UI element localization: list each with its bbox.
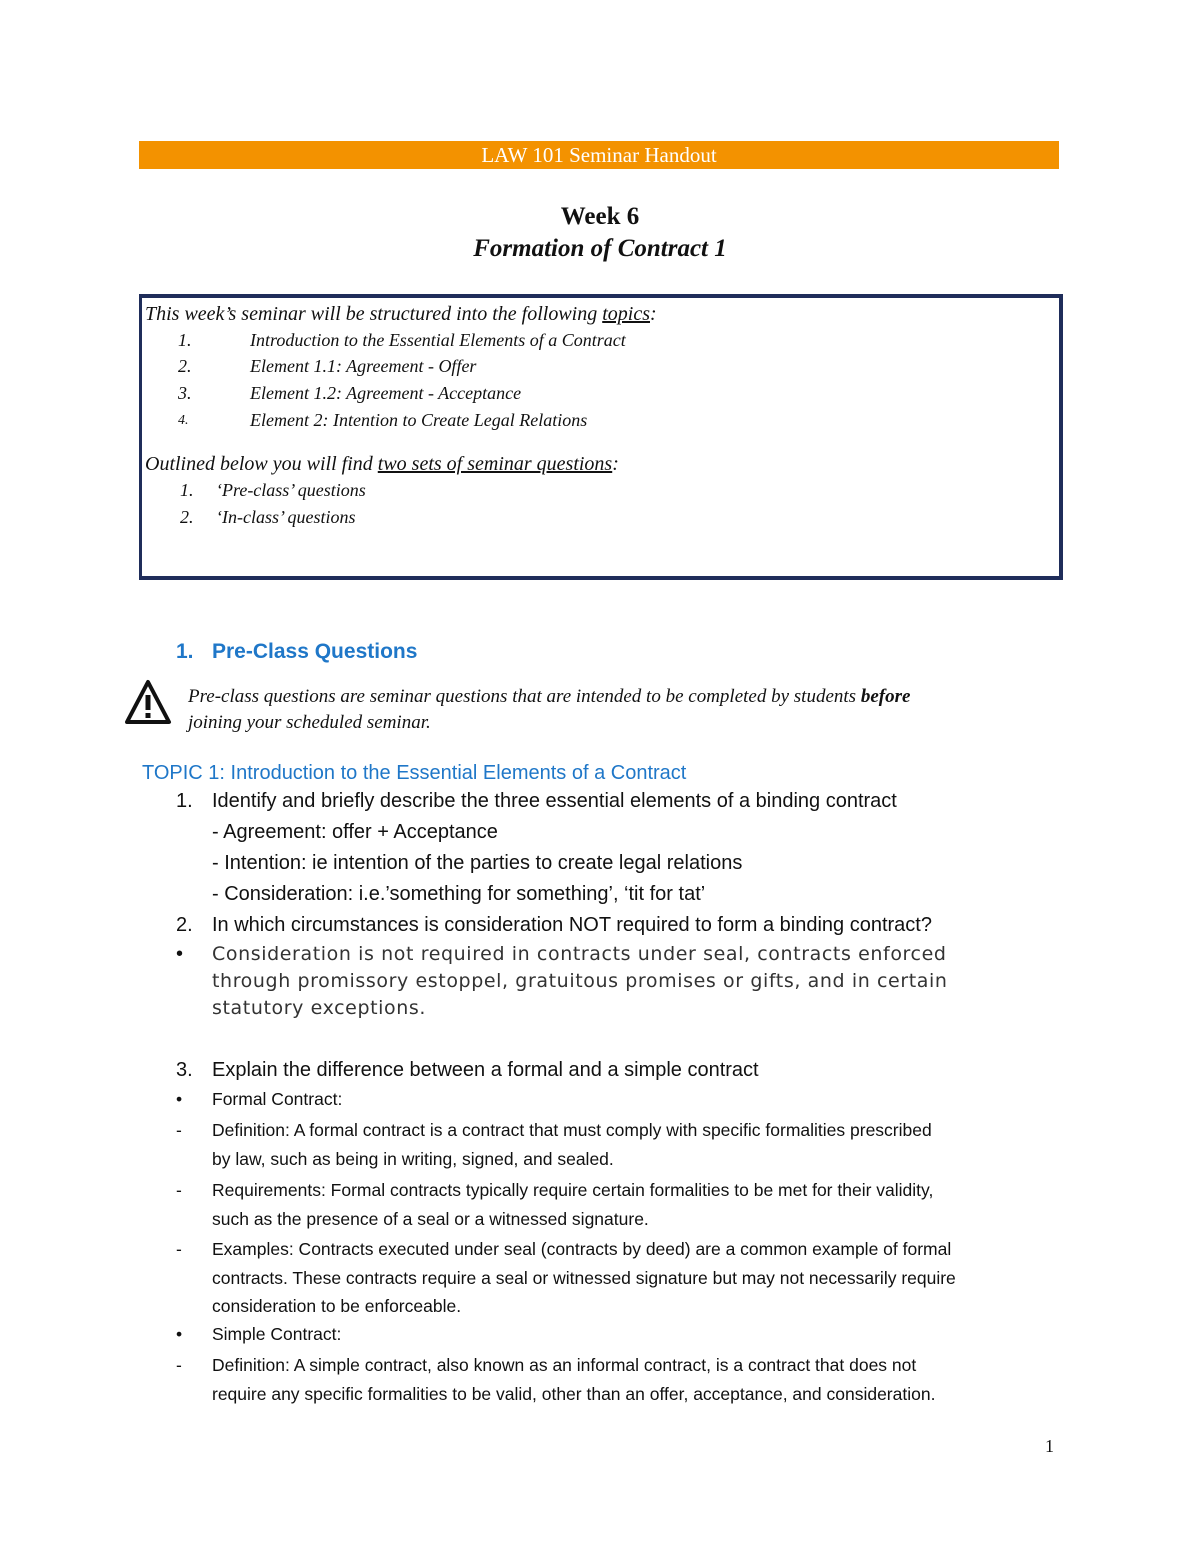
outline-topic-num: 3. xyxy=(178,383,192,403)
warning-line-1 xyxy=(188,684,910,710)
answer-line: through promissory estoppel, gratuitous promises or gifts, and in certain xyxy=(212,970,948,992)
outline-set-text: ‘In-class’ questions xyxy=(216,507,356,527)
requirements-point: Requirements: Formal contracts typically require certain formalities to be met for their validity, xyxy=(212,1180,934,1200)
question-text: In which circumstances is consideration NOT required to form a binding contract? xyxy=(212,914,932,936)
dash-marker: - xyxy=(176,1120,182,1140)
dash-marker: - xyxy=(176,1355,182,1375)
warning-triangle-icon xyxy=(124,678,172,726)
outline-topic-num: 4. xyxy=(178,413,189,428)
warning-emphasis: before xyxy=(860,686,911,707)
outline-intro-colon: : xyxy=(650,303,657,325)
document-subtitle: Formation of Contract 1 xyxy=(473,235,727,262)
definition-point-cont: require any specific formalities to be valid, other than an offer, acceptance, and consideration. xyxy=(212,1384,936,1404)
outline-sets-colon: : xyxy=(612,453,619,475)
question-number: 3. xyxy=(176,1059,193,1081)
outline-set-num: 2. xyxy=(180,507,194,527)
warning-line-2: joining your scheduled seminar. xyxy=(188,712,431,733)
warning-text: Pre-class questions are seminar questions that are intended to be completed by students xyxy=(188,686,861,707)
answer-line: - Agreement: offer + Acceptance xyxy=(212,821,498,843)
answer-line: - Intention: ie intention of the parties to create legal relations xyxy=(212,852,743,874)
question-text: Identify and briefly describe the three essential elements of a binding contract xyxy=(212,790,897,812)
answer-line: - Consideration: i.e.’something for something’, ‘tit for tat’ xyxy=(212,883,706,905)
definition-point: Definition: A formal contract is a contract that must comply with specific formalities prescribed xyxy=(212,1120,932,1140)
outline-set-text: ‘Pre-class’ questions xyxy=(216,480,366,500)
simple-contract-heading: Simple Contract: xyxy=(212,1324,342,1344)
question-number: 1. xyxy=(176,790,193,812)
outline-topic-text: Element 2: Intention to Create Legal Relations xyxy=(250,410,588,430)
outline-intro-text: This week’s seminar will be structured into the following xyxy=(145,303,603,325)
outline-topic-num: 1. xyxy=(178,330,192,350)
outline-topic-text: Element 1.2: Agreement - Acceptance xyxy=(250,383,522,403)
requirements-point-cont: such as the presence of a seal or a witnessed signature. xyxy=(212,1209,649,1229)
question-number: 2. xyxy=(176,914,193,936)
week-heading: Week 6 xyxy=(560,203,640,230)
topic-heading: TOPIC 1: Introduction to the Essential Elements of a Contract xyxy=(142,762,687,784)
question-sets-link-text: two sets of seminar questions xyxy=(377,453,613,475)
outline-set-num: 1. xyxy=(180,480,194,500)
document-banner: LAW 101 Seminar Handout xyxy=(139,141,1059,169)
outline-topic-text: Element 1.1: Agreement - Offer xyxy=(250,356,477,376)
outline-sets-text: Outlined below you will find xyxy=(145,453,378,475)
outline-sets-intro xyxy=(145,453,619,476)
answer-line: Consideration is not required in contracts under seal, contracts enforced xyxy=(212,943,947,965)
topics-link-text: topics xyxy=(602,303,650,325)
bullet-marker: • xyxy=(176,1089,183,1109)
answer-line: statutory exceptions. xyxy=(212,997,427,1019)
examples-point: Examples: Contracts executed under seal (contracts by deed) are a common example of formal xyxy=(212,1239,952,1259)
outline-intro xyxy=(145,303,657,326)
section-title: Pre-Class Questions xyxy=(212,640,418,663)
examples-point-cont: contracts. These contracts require a seal or witnessed signature but may not necessarily require xyxy=(212,1268,956,1288)
dash-marker: - xyxy=(176,1180,182,1200)
definition-point-cont: by law, such as being in writing, signed, and sealed. xyxy=(212,1149,614,1169)
definition-point: Definition: A simple contract, also known as an informal contract, is a contract that does not xyxy=(212,1355,917,1375)
formal-contract-heading: Formal Contract: xyxy=(212,1089,343,1109)
examples-point-cont: consideration to be enforceable. xyxy=(212,1296,462,1316)
section-number: 1. xyxy=(176,640,194,663)
page-number: 1 xyxy=(1045,1436,1054,1456)
bullet-marker: • xyxy=(176,943,184,965)
question-text: Explain the difference between a formal and a simple contract xyxy=(212,1059,759,1081)
outline-topic-text: Introduction to the Essential Elements of a Contract xyxy=(250,330,626,350)
outline-topic-num: 2. xyxy=(178,356,192,376)
dash-marker: - xyxy=(176,1239,182,1259)
bullet-marker: • xyxy=(176,1324,183,1344)
